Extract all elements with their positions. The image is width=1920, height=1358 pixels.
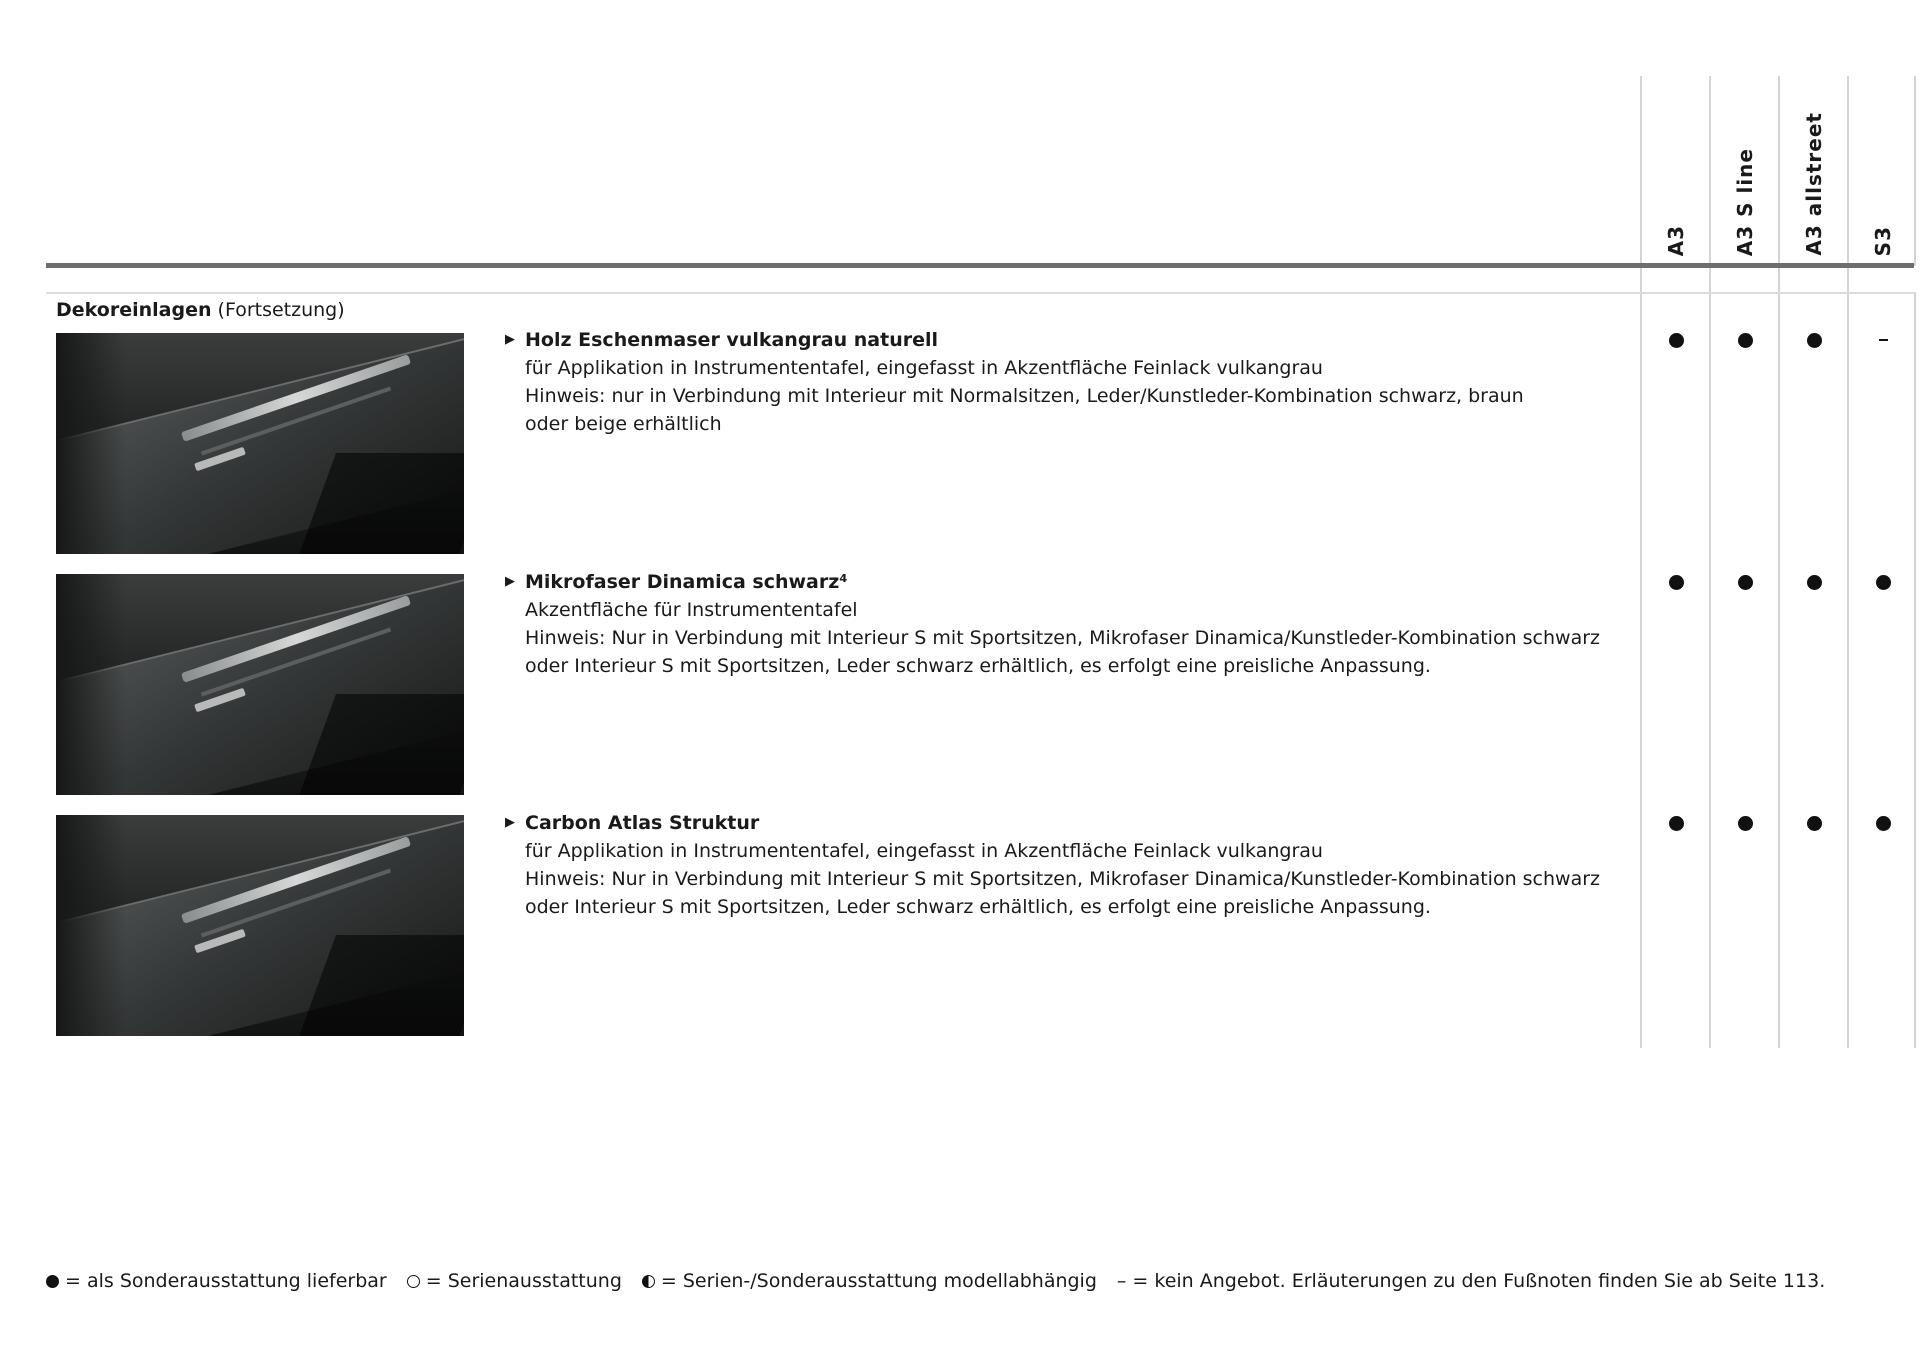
empty-circle-icon bbox=[407, 1275, 420, 1288]
filled-circle-icon bbox=[1807, 575, 1822, 590]
item-line: Hinweis: nur in Verbindung mit Interieur mit Normalsitzen, Leder/Kunstleder-Kombination schwarz, braun bbox=[525, 385, 1524, 407]
triangle-right-icon: ▶ bbox=[505, 815, 515, 830]
item-title-text: Carbon Atlas Struktur bbox=[525, 812, 760, 834]
item-line: oder Interieur S mit Sportsitzen, Leder schwarz erhältlich, es erfolgt eine preisliche Anpassung. bbox=[525, 655, 1431, 677]
half-circle-icon bbox=[642, 1275, 655, 1288]
filled-circle-icon bbox=[46, 1275, 59, 1288]
column-header-label: A3 allstreet bbox=[1802, 112, 1826, 256]
filled-circle-icon bbox=[1738, 816, 1753, 831]
availability-mark bbox=[1863, 326, 1903, 354]
triangle-right-icon: ▶ bbox=[505, 574, 515, 589]
item-title bbox=[505, 809, 1605, 837]
section-title-bold: Dekoreinlagen bbox=[56, 299, 212, 321]
availability-mark bbox=[1725, 809, 1765, 837]
legend-text: = kein Angebot. Erläuterungen zu den Fußnoten finden Sie ab Seite 113. bbox=[1132, 1270, 1826, 1292]
filled-circle-icon bbox=[1807, 333, 1822, 348]
column-header-a3 bbox=[1642, 96, 1710, 256]
column-header-label: A3 bbox=[1664, 224, 1688, 256]
item-title bbox=[505, 568, 1605, 596]
filled-circle-icon bbox=[1876, 575, 1891, 590]
availability-mark bbox=[1794, 326, 1834, 354]
column-header-s3 bbox=[1849, 96, 1917, 256]
legend-text: = Serienausstattung bbox=[425, 1270, 622, 1292]
item-title bbox=[505, 326, 1605, 354]
item-description bbox=[505, 326, 1605, 438]
item-line: oder Interieur S mit Sportsitzen, Leder schwarz erhältlich, es erfolgt eine preisliche Anpassung. bbox=[525, 896, 1431, 918]
availability-mark bbox=[1656, 809, 1696, 837]
availability-mark bbox=[1863, 809, 1903, 837]
section-title bbox=[56, 299, 345, 321]
item-line: für Applikation in Instrumententafel, eingefasst in Akzentfläche Feinlack vulkangrau bbox=[525, 840, 1323, 862]
dash-icon bbox=[1879, 339, 1888, 341]
item-description bbox=[505, 568, 1605, 680]
item-image bbox=[56, 574, 464, 795]
filled-circle-icon bbox=[1738, 575, 1753, 590]
availability-mark bbox=[1725, 326, 1765, 354]
header-rule bbox=[46, 263, 1914, 268]
item-image bbox=[56, 333, 464, 554]
item-description bbox=[505, 809, 1605, 921]
availability-mark bbox=[1863, 568, 1903, 596]
filled-circle-icon bbox=[1669, 575, 1684, 590]
section-subtitle: (Fortsetzung) bbox=[217, 299, 345, 321]
legend-dash bbox=[1117, 1267, 1825, 1295]
legend-filled bbox=[46, 1267, 387, 1295]
item-title-text: Holz Eschenmaser vulkangrau naturell bbox=[525, 329, 939, 351]
availability-mark bbox=[1794, 568, 1834, 596]
item-line: Hinweis: Nur in Verbindung mit Interieur S mit Sportsitzen, Mikrofaser Dinamica/Kunstleder-Kombination schwarz bbox=[525, 868, 1601, 890]
filled-circle-icon bbox=[1738, 333, 1753, 348]
dash-icon: – bbox=[1116, 1270, 1127, 1292]
availability-mark bbox=[1656, 568, 1696, 596]
item-line: Hinweis: Nur in Verbindung mit Interieur S mit Sportsitzen, Mikrofaser Dinamica/Kunstleder-Kombination schwarz bbox=[525, 627, 1601, 649]
item-line: Akzentfläche für Instrumententafel bbox=[525, 599, 858, 621]
item-line: oder beige erhältlich bbox=[525, 413, 722, 435]
item-image bbox=[56, 815, 464, 1036]
legend-empty bbox=[407, 1267, 622, 1295]
availability-mark bbox=[1794, 809, 1834, 837]
section-rule bbox=[46, 292, 1914, 294]
filled-circle-icon bbox=[1669, 816, 1684, 831]
legend-text: = als Sonderausstattung lieferbar bbox=[65, 1270, 387, 1292]
triangle-right-icon: ▶ bbox=[505, 332, 515, 347]
legend bbox=[46, 1267, 1845, 1295]
item-title-text: Mikrofaser Dinamica schwarz⁴ bbox=[525, 571, 848, 593]
filled-circle-icon bbox=[1876, 816, 1891, 831]
availability-mark bbox=[1725, 568, 1765, 596]
legend-text: = Serien-/Sonderausstattung modellabhängig bbox=[660, 1270, 1097, 1292]
column-header-a3-allstreet bbox=[1780, 96, 1848, 256]
column-header-label: S3 bbox=[1871, 225, 1895, 256]
availability-mark bbox=[1656, 326, 1696, 354]
filled-circle-icon bbox=[1807, 816, 1822, 831]
filled-circle-icon bbox=[1669, 333, 1684, 348]
column-divider bbox=[1914, 292, 1916, 1048]
column-header-a3-s-line bbox=[1711, 96, 1779, 256]
column-header-label: A3 S line bbox=[1733, 147, 1757, 256]
legend-half bbox=[642, 1267, 1097, 1295]
item-line: für Applikation in Instrumententafel, eingefasst in Akzentfläche Feinlack vulkangrau bbox=[525, 357, 1323, 379]
